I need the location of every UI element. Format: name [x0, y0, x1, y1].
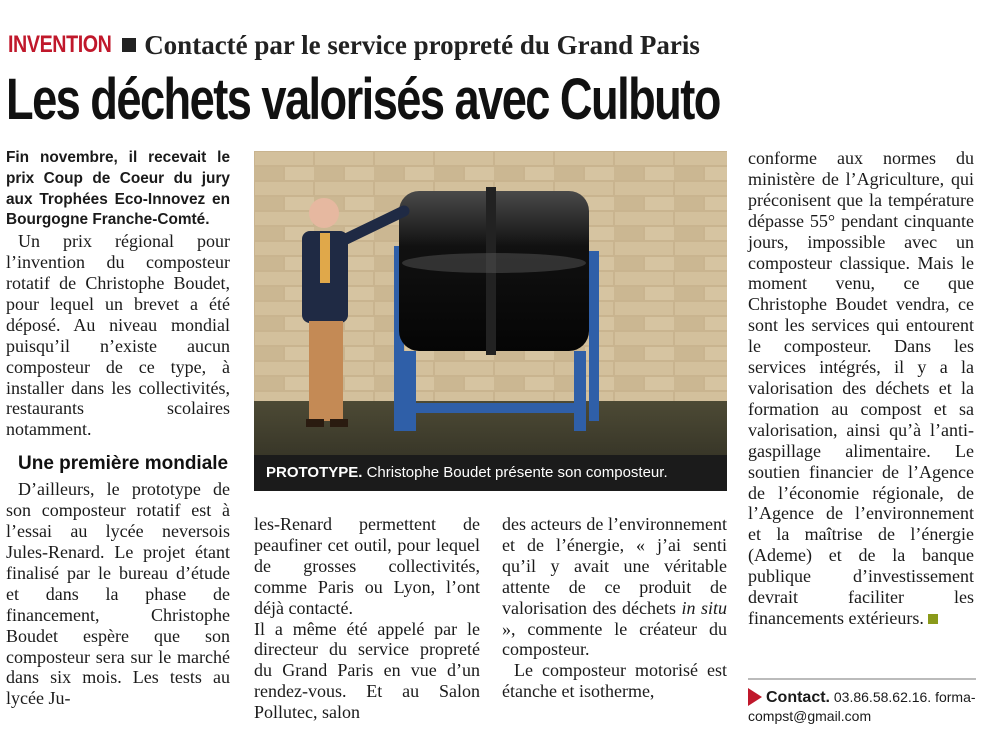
col4-text: conforme aux normes du ministère de l’Agriculture, qui préconisent que la température dépasse 55° pendant cinquante jours, impossible avec un composteur classique. Mais le moment venu, ce que Christophe Boudet vendra, ce sont les services qui entourent le composteur. Dans les services intégrés, il y a la valorisation des déchets et la formation au compost et sa valorisation, ainsi qu’à l’anti-gaspillage alimentaire. Le soutien financier de l’Agence de l’économie régionale, de l’Agence de l’environnement et la maîtrise de l’énergie (Ademe) et de la banque publique d’investissement devrait faciliter les financements extérieurs. [748, 148, 974, 628]
section-tag: INVENTION [8, 31, 112, 58]
contact-label: Contact. [766, 689, 830, 706]
intro-lead: Fin novembre, il recevait le prix Coup de Coeur du jury aux Trophées Eco-Innovez en Bourgogne Franche-Comté. [6, 149, 230, 229]
col1-paragraph-1: Un prix régional pour l’invention du composteur rotatif de Christophe Boudet, pour lequel un brevet a été déposé. Au niveau mondial puisqu’il n’existe aucun composteur de ce type, à installer dans les collectivités, restaurants scolaires notamment. [6, 231, 230, 440]
col1-paragraph-2: D’ailleurs, le prototype de son composteur rotatif est à l’essai au lycée neversois Jules-Renard. Le projet étant finalisé par le bureau d’étude et dans la phase de financement, Christophe Boudet espère que son composteur sera sur le marché dans six mois. Les tests au lycée Ju- [6, 479, 230, 709]
col3-text-a: des acteurs de l’environnement et de l’énergie, « j’ai senti qu’il y avait une véritable attente de ce produit de valorisation des déchets [502, 514, 727, 618]
square-bullet-icon [122, 38, 136, 52]
column-1 [6, 148, 230, 709]
photo-caption [254, 455, 727, 491]
composter-photo-illustration [254, 151, 727, 491]
col3-text-b: », commente le créateur du composteur. [502, 618, 727, 660]
kicker [8, 30, 700, 60]
kicker-subtitle: Contacté par le service propreté du Grand Paris [144, 29, 700, 60]
col2-paragraph-1: les-Renard permettent de peaufiner cet outil, pour lequel de grosses collectivités, comme Paris ou Lyon, l’ont déjà contacté. [254, 514, 480, 618]
end-mark-icon [928, 614, 938, 624]
col3-paragraph-2: Le composteur motorisé est étanche et isotherme, [502, 660, 727, 702]
col4-paragraph-1 [748, 148, 974, 629]
caption-label: PROTOTYPE. [266, 464, 363, 481]
column-2 [254, 514, 480, 723]
column-4 [748, 148, 974, 629]
headline: Les déchets valorisés avec Culbuto [6, 67, 720, 132]
column-3 [502, 514, 727, 702]
caption-text: Christophe Boudet présente son composteur. [366, 464, 668, 481]
col2-paragraph-2: Il a même été appelé par le directeur du service propreté du Grand Paris en vue d’un rendez-vous. Et au Salon Pollutec, salon [254, 618, 480, 723]
col3-italic: in situ [681, 597, 727, 618]
col3-paragraph-1 [502, 514, 727, 660]
subheading: Une première mondiale [18, 453, 229, 475]
article-photo [254, 151, 727, 491]
contact-details[interactable]: 03.86.58.62.16. forma-compst@gmail.com [748, 689, 976, 724]
arrow-right-icon [748, 688, 762, 706]
contact-box [748, 678, 976, 726]
